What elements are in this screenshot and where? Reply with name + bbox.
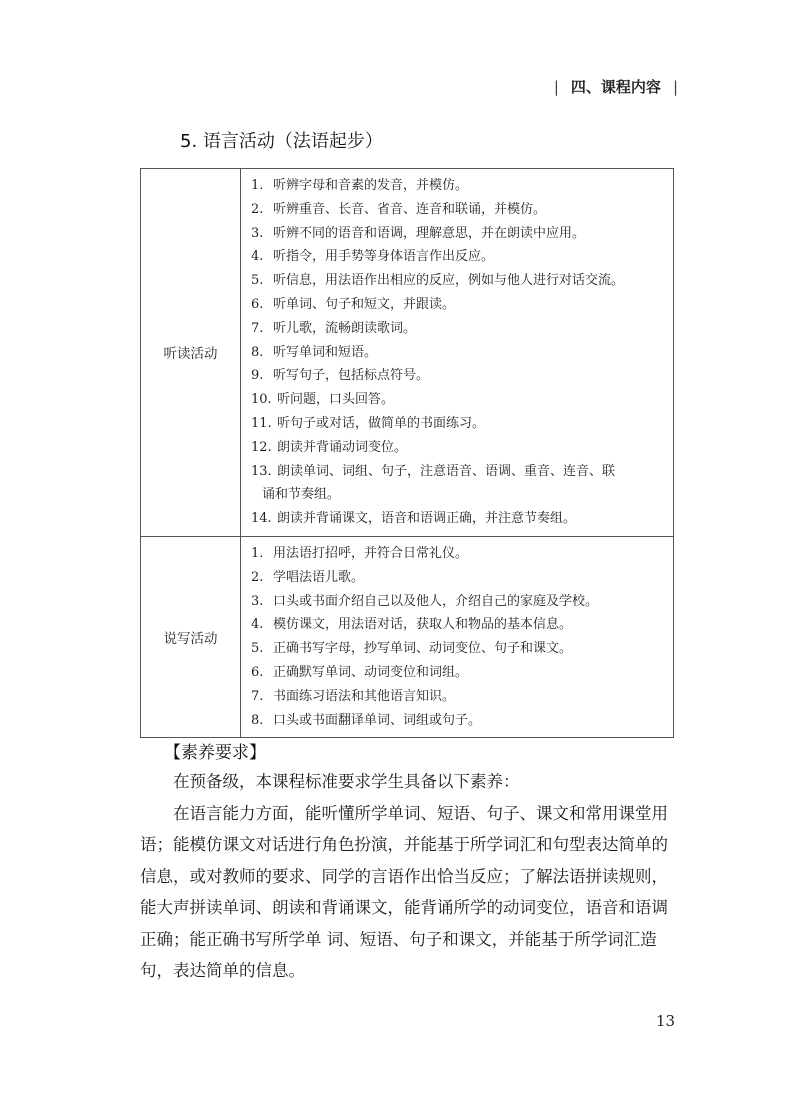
- list-item-continuation: 诵和节奏组。: [262, 487, 341, 503]
- list-item-text: 用法语打招呼，并符合日常礼仪。: [273, 545, 469, 561]
- list-item-number: 5.: [251, 641, 264, 657]
- list-item-text: 正确书写字母，抄写单词、动词变位、句子和课文。: [273, 641, 573, 657]
- list-item: [251, 590, 663, 614]
- list-item-text: 听辨字母和音素的发音，并模仿。: [273, 178, 469, 193]
- list-item-number: 5.: [251, 273, 264, 289]
- activity-list: [251, 174, 663, 531]
- list-item-number: 6.: [251, 664, 264, 680]
- activity-category: 说写活动: [141, 536, 241, 737]
- activity-list: [251, 542, 663, 732]
- list-item-text: 书面练习语法和其他语言知识。: [273, 688, 456, 704]
- list-item: [251, 460, 663, 484]
- list-item-number: 10.: [251, 392, 272, 408]
- table-row: [141, 536, 674, 737]
- list-item-number: 2.: [251, 569, 264, 585]
- list-item-text: 听写单词和短语。: [273, 344, 378, 360]
- activity-category: 听读活动: [141, 169, 241, 537]
- list-item: [251, 436, 663, 460]
- list-item-number: 7.: [251, 688, 264, 704]
- list-item-text: 听儿歌，流畅朗读歌词。: [273, 320, 417, 336]
- list-item-text: 听信息，用法语作出相应的反应，例如与他人进行对话交流。: [273, 273, 625, 289]
- requirements-title: 【素养要求】: [164, 743, 266, 763]
- list-item: [251, 637, 663, 661]
- activity-items-cell: [241, 536, 674, 737]
- list-item: [251, 388, 663, 412]
- list-item: [251, 269, 663, 293]
- page-number: 13: [656, 1012, 676, 1030]
- list-item-text: 听写句子，包括标点符号。: [273, 368, 430, 384]
- activity-table: [140, 168, 674, 738]
- list-item-number: 1.: [251, 178, 264, 193]
- list-item-text: 听问题，口头回答。: [277, 392, 395, 408]
- list-item-text: 朗读并背诵课文，语音和语调正确，并注意节奏组。: [277, 511, 577, 527]
- list-item-number: 12.: [251, 439, 272, 455]
- list-item-number: 2.: [251, 201, 264, 217]
- list-item: [251, 174, 663, 198]
- list-item-number: 1.: [251, 545, 264, 561]
- list-item-text: 听句子或对话，做简单的书面练习。: [277, 415, 486, 431]
- list-item: [251, 661, 663, 685]
- list-item: [251, 566, 663, 590]
- list-item: [251, 412, 663, 436]
- list-item: [251, 198, 663, 222]
- list-item-text: 听单词、句子和短文，并跟读。: [273, 296, 456, 312]
- list-item-text: 听指令，用手势等身体语言作出反应。: [273, 249, 495, 265]
- list-item: [251, 222, 663, 246]
- list-item: [251, 685, 663, 709]
- running-header: [554, 76, 678, 97]
- list-item-text: 听辨重音、长音、省音、连音和联诵，并模仿。: [273, 201, 547, 217]
- list-item-number: 13.: [251, 463, 272, 479]
- list-item-text: 听辨不同的语音和语调，理解意思，并在朗读中应用。: [273, 225, 586, 241]
- header-right-bar: |: [672, 77, 678, 96]
- list-item-number: 9.: [251, 368, 264, 384]
- list-item: [251, 507, 663, 531]
- list-item: [251, 364, 663, 388]
- list-item-number: 3.: [251, 593, 264, 609]
- list-item: [251, 341, 663, 365]
- header-left-bar: |: [553, 77, 559, 96]
- list-item-number: 6.: [251, 296, 264, 312]
- list-item-number: 3.: [251, 225, 264, 241]
- header-chapter-title: 四、课程内容: [570, 78, 661, 96]
- activity-items-cell: [241, 169, 674, 537]
- list-item-number: 8.: [251, 712, 264, 728]
- list-item-number: 4.: [251, 617, 264, 633]
- list-item-text: 模仿课文，用法语对话，获取人和物品的基本信息。: [273, 617, 573, 633]
- list-item-text: 口头或书面介绍自己以及他人，介绍自己的家庭及学校。: [273, 593, 599, 609]
- list-item-text: 口头或书面翻译单词、词组或句子。: [273, 712, 482, 728]
- list-item: [251, 613, 663, 637]
- list-item-number: 4.: [251, 249, 264, 265]
- requirements-body: [140, 766, 676, 987]
- list-item: [251, 709, 663, 733]
- list-item: [251, 542, 663, 566]
- section-title: 5. 语言活动（法语起步）: [180, 131, 383, 152]
- requirements-paragraph: 在预备级，本课程标准要求学生具备以下素养：: [173, 772, 520, 791]
- list-item-text: 朗读并背诵动词变位。: [277, 439, 408, 455]
- list-item-number: 14.: [251, 511, 272, 527]
- list-item-number: 11.: [251, 415, 272, 431]
- list-item-text: 朗读单词、词组、句子，注意语音、语调、重音、连音、联: [277, 463, 616, 479]
- requirements-paragraph: 在语言能力方面，能听懂所学单词、短语、句子、课文和常用课堂用语；能模仿课文对话进行角色扮演，并能基于所学词汇和句型表达简单的信息，或对教师的要求、同学的言语作出恰当反应；了解法语拼读规则，能大声拼读单词、朗读和背诵课文，能背诵所学的动词变位，语音和语调正确；能正确书写所学单 词、短语、句子和课文，并能基于所学词汇造句，表达简单的信息。: [140, 803, 668, 980]
- table-row: [141, 169, 674, 537]
- list-item-text: 学唱法语儿歌。: [273, 569, 365, 585]
- list-item: [251, 317, 663, 341]
- list-item-number: 7.: [251, 320, 264, 336]
- list-item: [251, 245, 663, 269]
- list-item-text: 正确默写单词、动词变位和词组。: [273, 664, 469, 680]
- list-item: [251, 293, 663, 317]
- list-item-number: 8.: [251, 344, 264, 360]
